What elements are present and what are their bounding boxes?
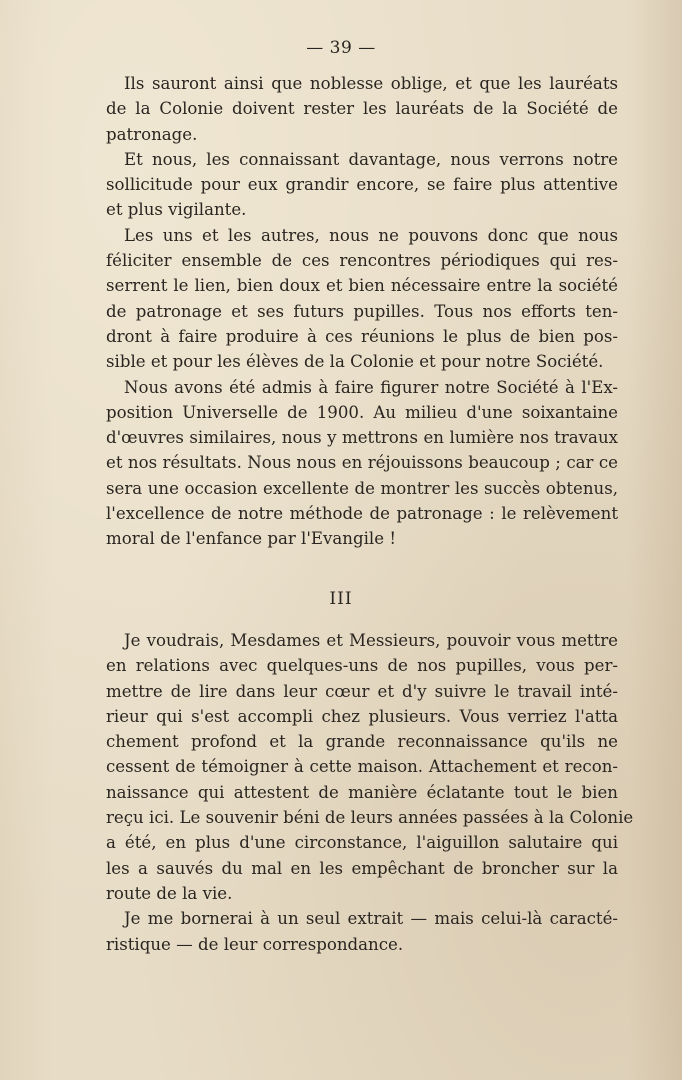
- text-line: Je voudrais, Mesdames et Messieurs, pouvoir vous mettre: [124, 631, 618, 650]
- text-line: patronage.: [106, 124, 198, 144]
- text-line: reçu ici. Le souvenir béni de leurs années passées à la Colonie: [106, 808, 634, 828]
- text-line: de patronage et ses futurs pupilles. Tous nos efforts ten-: [106, 301, 618, 321]
- text-line: Et nous, les connaissant davantage, nous verrons notre: [124, 149, 618, 169]
- text-line: Ils sauront ainsi que noblesse oblige, et que les lauréats: [124, 74, 618, 93]
- page-number: — 39 —: [306, 38, 376, 58]
- text-line: ristique — de leur correspondance.: [106, 934, 404, 954]
- text-block-before-heading: [106, 71, 618, 552]
- text-line: de la Colonie doivent rester les lauréats de la Société de: [106, 99, 618, 119]
- text-line: chement profond et la grande reconnaissance qu'ils ne: [106, 732, 618, 752]
- text-line: les a sauvés du mal en les empêchant de broncher sur la: [106, 858, 618, 878]
- text-line: naissance qui attestent de manière éclatante tout le bien: [106, 782, 618, 802]
- text-line: sera une occasion excellente de montrer les succès obtenus,: [106, 478, 618, 498]
- text-line: dront à faire produire à ces réunions le plus de bien pos-: [106, 326, 618, 346]
- text-line: cessent de témoigner à cette maison. Attachement et recon-: [106, 757, 618, 777]
- text-line: et nos résultats. Nous nous en réjouissons beaucoup ; car ce: [106, 453, 618, 473]
- text-line: position Universelle de 1900. Au milieu d'une soixantaine: [106, 402, 618, 422]
- text-line: moral de l'enfance par l'Evangile !: [106, 529, 396, 549]
- text-line: a été, en plus d'une circonstance, l'aiguillon salutaire qui: [106, 833, 618, 853]
- section-heading: III: [329, 589, 353, 609]
- text-line: serrent le lien, bien doux et bien nécessaire entre la société: [106, 276, 618, 296]
- text-line: sible et pour les élèves de la Colonie et pour notre Société.: [106, 352, 604, 372]
- text-line: Je me bornerai à un seul extrait — mais celui-là caracté-: [124, 909, 618, 929]
- text-line: route de la vie.: [106, 883, 233, 903]
- text-line: d'œuvres similaires, nous y mettrons en lumière nos travaux: [106, 428, 618, 448]
- text-block-after-heading: [106, 628, 634, 957]
- text-line: Les uns et les autres, nous ne pouvons donc que nous: [124, 225, 618, 245]
- text-line: rieur qui s'est accompli chez plusieurs. Vous verriez l'atta: [106, 706, 618, 726]
- text-line: Nous avons été admis à faire figurer notre Société à l'Ex-: [124, 377, 618, 397]
- text-line: en relations avec quelques-uns de nos pupilles, vous per-: [106, 656, 618, 676]
- text-line: mettre de lire dans leur cœur et d'y suivre le travail inté-: [106, 681, 618, 701]
- text-line: l'excellence de notre méthode de patronage : le relèvement: [106, 504, 618, 524]
- text-line: et plus vigilante.: [106, 200, 247, 220]
- text-line: sollicitude pour eux grandir encore, se faire plus attentive: [106, 175, 618, 195]
- text-line: féliciter ensemble de ces rencontres périodiques qui res-: [106, 251, 618, 271]
